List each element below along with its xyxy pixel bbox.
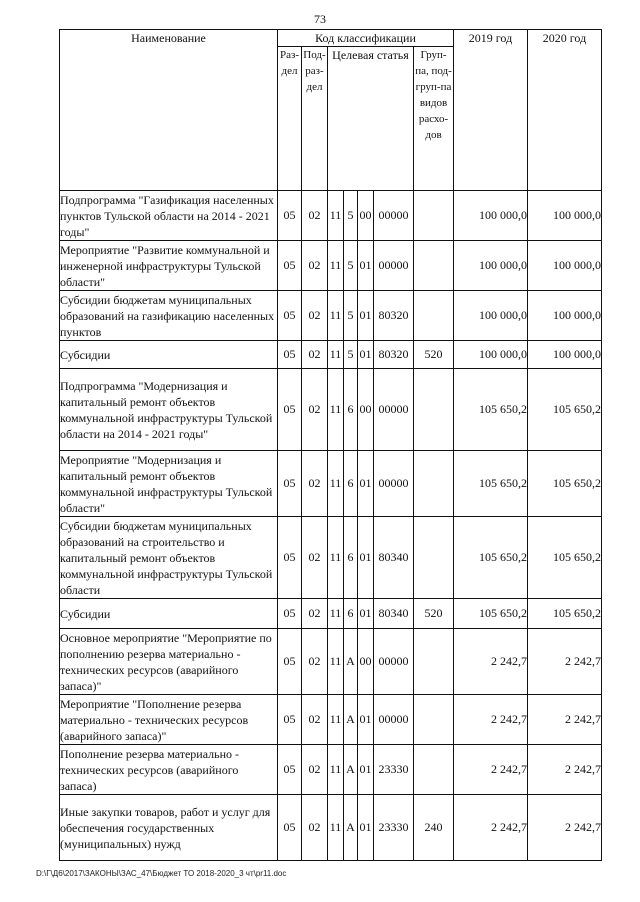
row-cs4: 23330	[374, 745, 414, 795]
header-expense-group: Груп-па, под-груп-па видов расхо-дов	[414, 47, 454, 191]
table-row	[60, 369, 602, 451]
row-cs1: 11	[328, 629, 344, 695]
row-cs4: 80340	[374, 599, 414, 629]
row-vr: 240	[414, 795, 454, 861]
row-podrazdel: 02	[302, 241, 328, 291]
row-cs2: А	[344, 695, 358, 745]
row-2020: 105 650,2	[528, 517, 602, 599]
row-podrazdel: 02	[302, 745, 328, 795]
row-cs1: 11	[328, 745, 344, 795]
row-2019: 100 000,0	[454, 241, 528, 291]
row-razdel: 05	[278, 341, 302, 369]
table-row	[60, 241, 602, 291]
row-2019: 2 242,7	[454, 745, 528, 795]
row-cs2: А	[344, 745, 358, 795]
row-cs4: 80320	[374, 291, 414, 341]
row-cs2: 6	[344, 451, 358, 517]
table-row	[60, 599, 602, 629]
row-cs4: 00000	[374, 241, 414, 291]
row-razdel: 05	[278, 369, 302, 451]
table-row	[60, 795, 602, 861]
row-2020: 100 000,0	[528, 241, 602, 291]
row-name: Мероприятие "Модернизация и капитальный ремонт объектов коммунальной инфраструктуры Тульской области"	[60, 451, 278, 517]
row-2019: 100 000,0	[454, 191, 528, 241]
row-2019: 105 650,2	[454, 451, 528, 517]
row-vr: 520	[414, 599, 454, 629]
row-cs3: 01	[358, 291, 374, 341]
row-cs1: 11	[328, 291, 344, 341]
row-cs4: 00000	[374, 191, 414, 241]
row-vr	[414, 517, 454, 599]
row-podrazdel: 02	[302, 341, 328, 369]
row-name: Подпрограмма "Газификация населенных пунктов Тульской области на 2014 - 2021 годы"	[60, 191, 278, 241]
table-row	[60, 629, 602, 695]
row-vr	[414, 291, 454, 341]
row-2020: 105 650,2	[528, 451, 602, 517]
row-name: Пополнение резерва материально - технических ресурсов (аварийного запаса)	[60, 745, 278, 795]
row-razdel: 05	[278, 629, 302, 695]
table-row	[60, 291, 602, 341]
row-cs4: 00000	[374, 629, 414, 695]
row-2019: 100 000,0	[454, 341, 528, 369]
file-path-footer: D:\Г\Д6\2017\ЗАКОНЫ\ЗАС_47\Бюджет ТО 2018-2020_3 чт\pr11.doc	[36, 869, 287, 878]
row-cs3: 00	[358, 369, 374, 451]
header-section: Раз-дел	[278, 47, 302, 191]
row-name: Мероприятие "Развитие коммунальной и инженерной инфраструктуры Тульской области"	[60, 241, 278, 291]
row-cs3: 01	[358, 599, 374, 629]
row-cs2: 5	[344, 241, 358, 291]
row-vr	[414, 241, 454, 291]
table-row	[60, 695, 602, 745]
row-podrazdel: 02	[302, 369, 328, 451]
row-vr	[414, 451, 454, 517]
row-2019: 100 000,0	[454, 291, 528, 341]
header-subsection: Под-раз-дел	[302, 47, 328, 191]
row-cs1: 11	[328, 451, 344, 517]
row-2020: 2 242,7	[528, 629, 602, 695]
row-2020: 105 650,2	[528, 369, 602, 451]
row-podrazdel: 02	[302, 291, 328, 341]
row-name: Субсидии бюджетам муниципальных образований на газификацию населенных пунктов	[60, 291, 278, 341]
row-2019: 105 650,2	[454, 599, 528, 629]
header-name: Наименование	[60, 30, 278, 191]
row-razdel: 05	[278, 795, 302, 861]
row-podrazdel: 02	[302, 191, 328, 241]
row-razdel: 05	[278, 517, 302, 599]
row-cs1: 11	[328, 241, 344, 291]
row-cs4: 00000	[374, 451, 414, 517]
row-cs2: 5	[344, 291, 358, 341]
row-cs1: 11	[328, 517, 344, 599]
table-row	[60, 745, 602, 795]
row-razdel: 05	[278, 191, 302, 241]
budget-table	[59, 29, 602, 861]
row-vr	[414, 369, 454, 451]
row-2020: 100 000,0	[528, 191, 602, 241]
header-code-group: Код классификации	[278, 30, 454, 47]
row-cs4: 00000	[374, 369, 414, 451]
row-podrazdel: 02	[302, 599, 328, 629]
row-podrazdel: 02	[302, 517, 328, 599]
row-2020: 100 000,0	[528, 341, 602, 369]
row-vr	[414, 629, 454, 695]
row-podrazdel: 02	[302, 695, 328, 745]
row-cs1: 11	[328, 369, 344, 451]
row-razdel: 05	[278, 241, 302, 291]
row-cs4: 80320	[374, 341, 414, 369]
row-cs3: 01	[358, 695, 374, 745]
row-razdel: 05	[278, 745, 302, 795]
page-number: 73	[314, 12, 326, 26]
row-2020: 2 242,7	[528, 795, 602, 861]
row-cs2: 5	[344, 341, 358, 369]
row-2019: 2 242,7	[454, 695, 528, 745]
row-cs1: 11	[328, 599, 344, 629]
row-vr	[414, 191, 454, 241]
row-razdel: 05	[278, 451, 302, 517]
row-2019: 2 242,7	[454, 795, 528, 861]
row-2020: 100 000,0	[528, 291, 602, 341]
row-name: Субсидии	[60, 599, 278, 629]
row-cs2: 5	[344, 191, 358, 241]
table-row	[60, 191, 602, 241]
row-cs1: 11	[328, 191, 344, 241]
row-cs4: 23330	[374, 795, 414, 861]
row-cs3: 01	[358, 745, 374, 795]
row-vr	[414, 695, 454, 745]
row-cs3: 01	[358, 795, 374, 861]
row-cs1: 11	[328, 695, 344, 745]
row-cs4: 00000	[374, 695, 414, 745]
header-year-2019: 2019 год	[454, 30, 528, 191]
row-name: Субсидии	[60, 341, 278, 369]
row-cs2: А	[344, 795, 358, 861]
row-name: Мероприятие "Пополнение резерва материально - технических ресурсов (аварийного запаса)"	[60, 695, 278, 745]
row-name: Основное мероприятие "Мероприятие по пополнению резерва материально - технических ресурсов (аварийного запаса)"	[60, 629, 278, 695]
row-cs2: 6	[344, 599, 358, 629]
row-name: Иные закупки товаров, работ и услуг для обеспечения государственных (муниципальных) нужд	[60, 795, 278, 861]
table-row	[60, 451, 602, 517]
row-name: Субсидии бюджетам муниципальных образований на строительство и капитальный ремонт объектов коммунальной инфраструктуры Тульской области	[60, 517, 278, 599]
row-name: Подпрограмма "Модернизация и капитальный ремонт объектов коммунальной инфраструктуры Тульской области на 2014 - 2021 годы"	[60, 369, 278, 451]
row-cs3: 01	[358, 341, 374, 369]
row-cs3: 01	[358, 451, 374, 517]
row-razdel: 05	[278, 599, 302, 629]
row-podrazdel: 02	[302, 451, 328, 517]
table-row	[60, 341, 602, 369]
row-vr	[414, 745, 454, 795]
row-razdel: 05	[278, 291, 302, 341]
row-cs2: 6	[344, 517, 358, 599]
row-podrazdel: 02	[302, 629, 328, 695]
row-2020: 2 242,7	[528, 695, 602, 745]
table-row	[60, 517, 602, 599]
row-cs2: 6	[344, 369, 358, 451]
row-cs3: 01	[358, 241, 374, 291]
row-cs3: 00	[358, 191, 374, 241]
row-podrazdel: 02	[302, 795, 328, 861]
row-cs2: А	[344, 629, 358, 695]
row-cs3: 01	[358, 517, 374, 599]
row-razdel: 05	[278, 695, 302, 745]
row-cs1: 11	[328, 795, 344, 861]
row-cs1: 11	[328, 341, 344, 369]
header-target-article: Целевая статья	[328, 47, 414, 191]
row-2019: 105 650,2	[454, 517, 528, 599]
row-2020: 2 242,7	[528, 745, 602, 795]
row-vr: 520	[414, 341, 454, 369]
row-2019: 105 650,2	[454, 369, 528, 451]
header-year-2020: 2020 год	[528, 30, 602, 191]
row-cs4: 80340	[374, 517, 414, 599]
row-2019: 2 242,7	[454, 629, 528, 695]
row-cs3: 00	[358, 629, 374, 695]
row-2020: 105 650,2	[528, 599, 602, 629]
